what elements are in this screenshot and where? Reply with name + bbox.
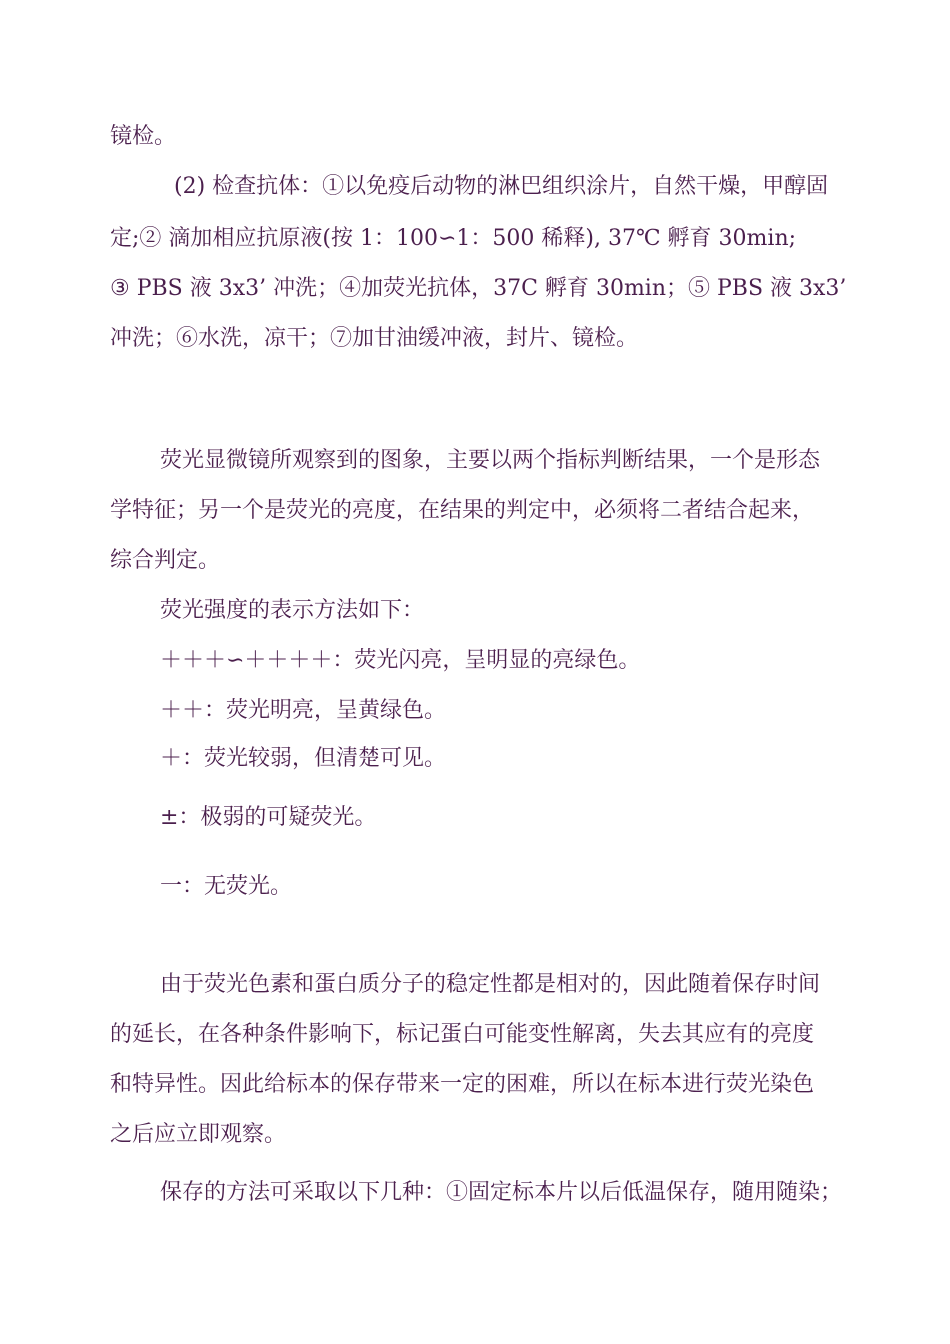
text-line: 综合判定。 bbox=[110, 548, 221, 573]
text-line: ＋＋：荧光明亮，呈黄绿色。 bbox=[160, 698, 447, 723]
text-line: 荧光显微镜所观察到的图象，主要以两个指标判断结果，一个是形态 bbox=[160, 448, 821, 473]
text-line: ＋＋＋∽＋＋＋＋：荧光闪亮，呈明显的亮绿色。 bbox=[160, 648, 641, 673]
text-line: ＋：荧光较弱，但清楚可见。 bbox=[160, 746, 447, 771]
text-line: 定;② 滴加相应抗原液(按 1：100∽1：500 稀释), 37℃ 孵育 30min; bbox=[110, 226, 797, 251]
text-line: (2) 检查抗体：①以免疫后动物的淋巴组织涂片，自然干燥，甲醇固 bbox=[174, 174, 829, 199]
text-line: 镜检。 bbox=[110, 124, 177, 149]
text-line: 保存的方法可采取以下几种：①固定标本片以后低温保存，随用随染； bbox=[160, 1180, 843, 1205]
text-line: 学特征；另一个是荧光的亮度，在结果的判定中，必须将二者结合起来， bbox=[110, 498, 815, 523]
text-line: 和特异性。因此给标本的保存带来一定的困难，所以在标本进行荧光染色 bbox=[110, 1072, 815, 1097]
text-line: 荧光强度的表示方法如下： bbox=[160, 598, 425, 623]
text-line: 之后应立即观察。 bbox=[110, 1122, 287, 1147]
text-line: 由于荧光色素和蛋白质分子的稳定性都是相对的，因此随着保存时间 bbox=[160, 972, 821, 997]
text-line: 冲洗；⑥水洗，凉干；⑦加甘油缓冲液，封片、镜检。 bbox=[110, 326, 639, 351]
text-line: ③ PBS 液 3x3’ 冲洗；④加荧光抗体，37C 孵育 30min；⑤ PBS 液 3x3’ bbox=[110, 276, 847, 301]
text-line: 一：无荧光。 bbox=[160, 874, 293, 899]
text-line: ±：极弱的可疑荧光。 bbox=[160, 805, 377, 830]
text-line: 的延长，在各种条件影响下，标记蛋白可能变性解离，失去其应有的亮度 bbox=[110, 1022, 815, 1047]
